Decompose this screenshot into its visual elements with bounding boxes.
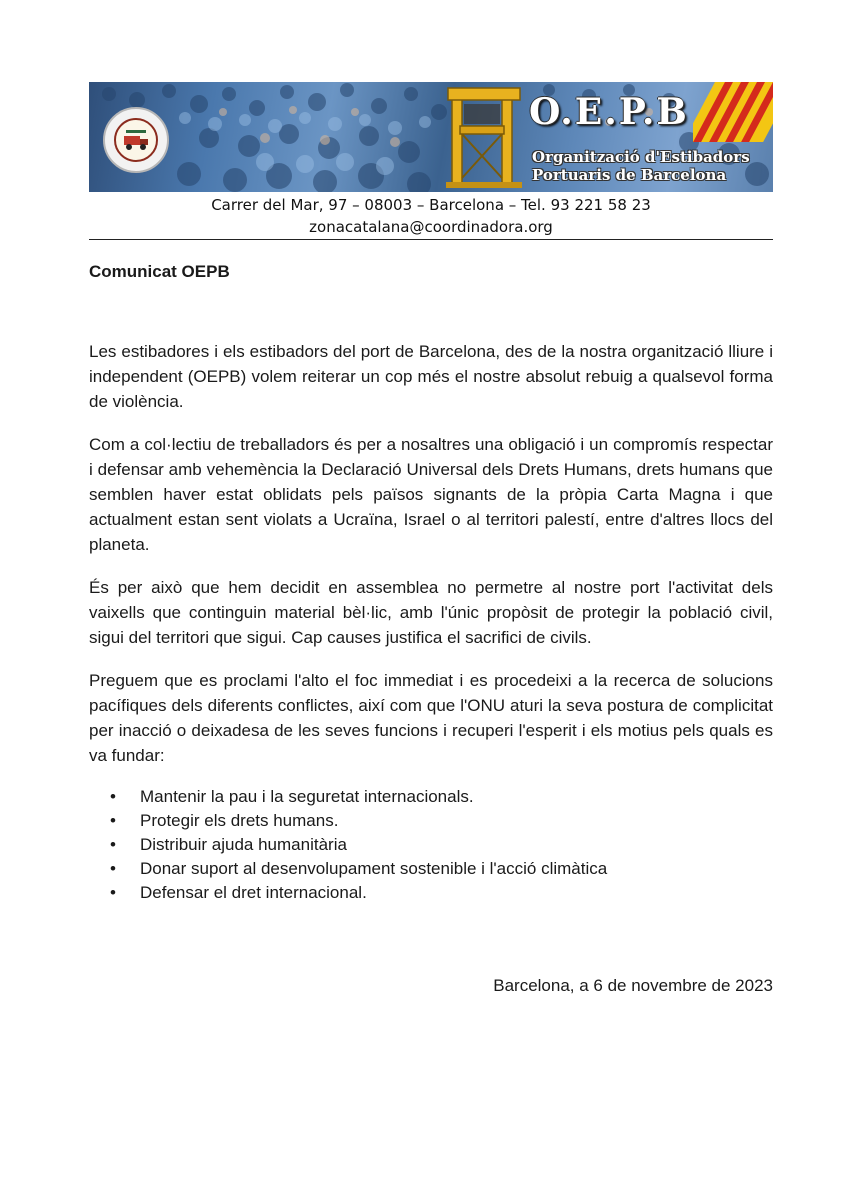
truck-icon <box>116 120 156 160</box>
list-item: • Mantenir la pau i la seguretat internacionals. <box>110 785 607 809</box>
banner-subtitle <box>532 148 750 184</box>
list-item: • Protegir els drets humans. <box>110 809 607 833</box>
contact-address: Carrer del Mar, 97 – 08003 – Barcelona – Tel. 93 221 58 23 <box>211 196 651 214</box>
logo-emblem <box>114 118 158 162</box>
list-item: • Defensar el dret internacional. <box>110 881 607 905</box>
paragraph-4: Preguem que es proclami l'alto el foc immediat i es procedeixi a la recerca de solucions pacífiques dels diferents conflictes, així com que l'ONU aturi la seva postura de complicitat per inacció o deixadesa de les seves funcions i recuperi l'esperit i els motius pels quals es va fundar: <box>89 671 773 765</box>
banner-subtitle-line-2: Portuaris de Barcelona <box>532 166 727 184</box>
paragraph-3: És per això que hem decidit en assemblea no permetre al nostre port l'activitat dels vaixells que continguin material bèl·lic, amb l'únic propòsit de protegir la població civil, sigui del territori que sigui. Cap causes justifica el sacrifici de civils. <box>89 578 773 647</box>
catalan-flag <box>693 82 773 142</box>
signoff-date: Barcelona, a 6 de novembre de 2023 <box>493 976 773 995</box>
contact-email[interactable]: zonacatalana@coordinadora.org <box>309 218 553 236</box>
list-item: • Donar suport al desenvolupament sostenible i l'acció climàtica <box>110 857 607 881</box>
list-item: • Distribuir ajuda humanitària <box>110 833 607 857</box>
header-divider <box>89 239 773 240</box>
banner-title: O.E.P.B <box>529 91 689 133</box>
document-heading: Comunicat OEPB <box>89 262 230 281</box>
header-banner <box>89 82 773 192</box>
banner-subtitle-line-1: Organització d'Estibadors <box>532 148 750 166</box>
un-objectives-list <box>110 785 607 905</box>
oepb-logo <box>103 107 169 173</box>
paragraph-2: Com a col·lectiu de treballadors és per a nosaltres una obligació i un compromís respectar i defensar amb vehemència la Declaració Universal dels Drets Humans, drets humans que semblen haver estat oblidats pels països signants de la pròpia Carta Magna i que actualment estan sent violats a Ucraïna, Israel o al territori palestí, entre d'altres llocs del planeta. <box>89 435 773 554</box>
paragraph-1: Les estibadores i els estibadors del port de Barcelona, des de la nostra organització lliure i independent (OEPB) volem reiterar un cop més el nostre absolut rebuig a qualsevol forma de violència. <box>89 342 773 411</box>
crane-illustration <box>444 86 524 190</box>
